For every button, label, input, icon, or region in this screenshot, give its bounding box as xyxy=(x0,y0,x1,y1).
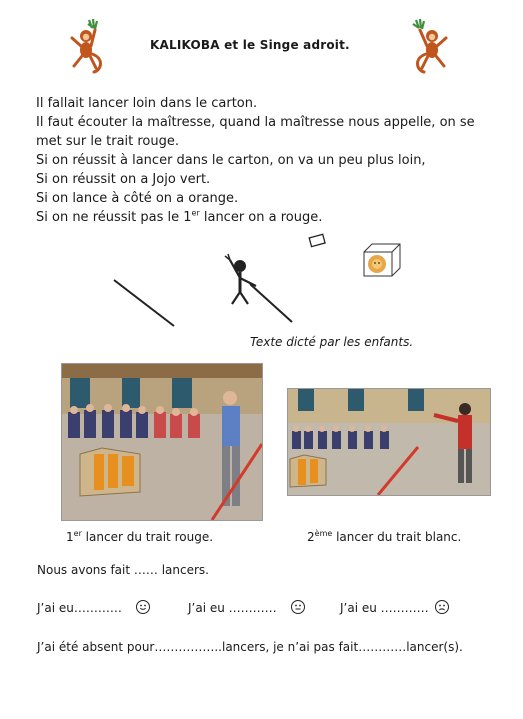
stick-figure-icon xyxy=(225,254,256,304)
rating-neutral xyxy=(188,600,305,615)
sad-face-icon xyxy=(435,600,449,614)
superscript: er xyxy=(191,208,200,218)
monkey-left-icon xyxy=(64,18,110,74)
happy-face-icon xyxy=(136,600,150,614)
monkey-right-icon xyxy=(408,18,454,74)
photo-caption-first xyxy=(66,530,213,544)
rating-label: J’ai eu………… xyxy=(37,601,122,615)
neutral-face-icon xyxy=(291,600,305,614)
caption-text: lancer du trait rouge. xyxy=(81,530,214,544)
text-part: lancer on a rouge. xyxy=(199,210,323,225)
page-title: KALIKOBA et le Singe adroit. xyxy=(150,38,350,52)
red-line-drawing xyxy=(114,280,174,326)
rating-label: J’ai eu ………… xyxy=(188,601,277,615)
text-line: Si on lance à côté on a orange. xyxy=(36,191,239,206)
absence-line: J’ai été absent pour……………..lancers, je n’ai pas fait…………lancer(s). xyxy=(37,640,463,654)
text-line: Si on réussit on a Jojo vert. xyxy=(36,172,211,187)
superscript: er xyxy=(73,529,82,538)
superscript: ème xyxy=(314,529,333,538)
rating-happy xyxy=(37,600,150,615)
text-line: Si on réussit à lancer dans le carton, on va un peu plus loin, xyxy=(36,153,426,168)
text-line: Il faut écouter la maîtresse, quand la maîtresse nous appelle, on se xyxy=(36,115,475,130)
throw-count-line: Nous avons fait …… lancers. xyxy=(37,563,209,577)
dictated-text xyxy=(36,94,476,227)
lion-box-icon xyxy=(364,244,400,276)
white-line-drawing xyxy=(250,284,292,322)
throwing-illustration xyxy=(110,230,410,330)
text-part: Si on ne réussit pas le 1 xyxy=(36,210,192,225)
caption-text: lancer du trait blanc. xyxy=(332,530,462,544)
caption-number: 2 xyxy=(307,530,315,544)
photo-first-throw xyxy=(61,363,263,521)
photo-second-throw xyxy=(287,388,491,496)
text-line: Il fallait lancer loin dans le carton. xyxy=(36,96,258,111)
text-line xyxy=(36,208,476,227)
dictated-note: Texte dicté par les enfants. xyxy=(250,335,414,349)
card-icon xyxy=(309,234,325,246)
caption-number: 1 xyxy=(66,530,74,544)
rating-label: J’ai eu ………… xyxy=(340,601,429,615)
rating-sad xyxy=(340,600,449,615)
text-line: met sur le trait rouge. xyxy=(36,134,180,149)
photo-caption-second xyxy=(307,530,461,544)
